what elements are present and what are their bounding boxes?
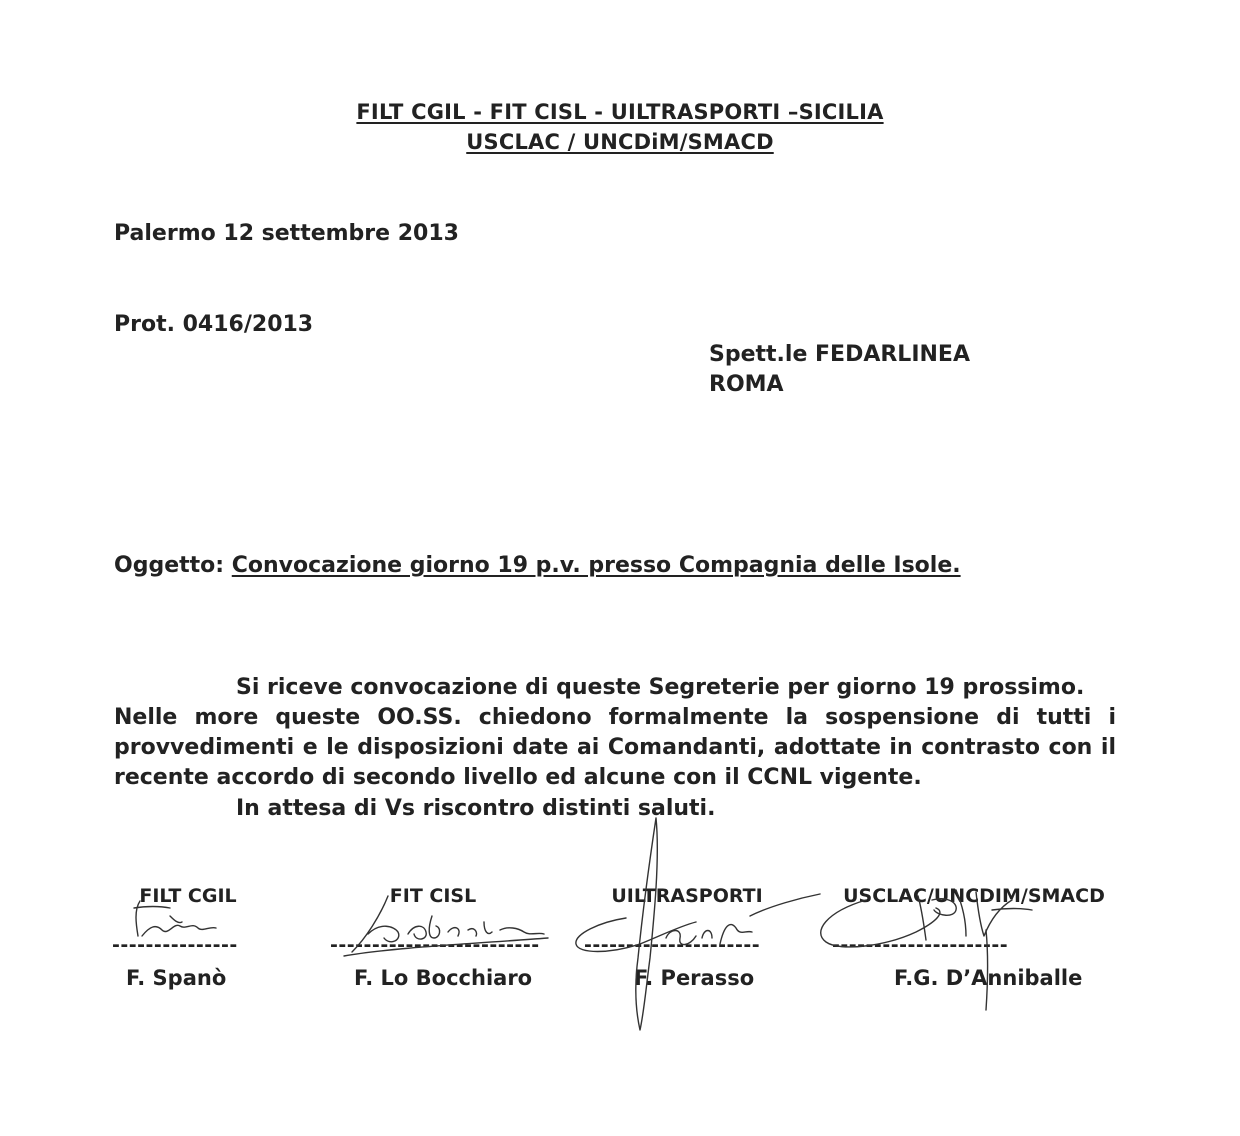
recipient-city: ROMA [709, 372, 784, 397]
subject-label: Oggetto: [114, 553, 225, 578]
closing-greeting: In attesa di Vs riscontro distinti saluti. [236, 796, 716, 821]
signature-line-filt-cgil: --------------- [112, 934, 238, 956]
signatory-org-filt-cgil: FILT CGIL [139, 885, 237, 907]
header-unions-line-2: USCLAC / UNCDiM/SMACD [466, 130, 774, 154]
place-date: Palermo 12 settembre 2013 [114, 221, 459, 246]
subject-line [114, 553, 961, 578]
signature-danniballe [806, 870, 1046, 1020]
signatory-name-danniballe: F.G. D’Anniballe [894, 966, 1083, 990]
body-paragraph-1-line-1: Si riceve convocazione di queste Segreterie per giorno 19 prossimo. [236, 675, 1085, 700]
signature-line-fit-cisl: ------------------------- [330, 934, 540, 956]
recipient-name: Spett.le FEDARLINEA [709, 342, 970, 367]
signatory-org-uiltrasporti: UILTRASPORTI [611, 885, 763, 907]
header-unions-line: FILT CGIL - FIT CISL - UILTRASPORTI –SICILIA [356, 100, 884, 124]
protocol-number: Prot. 0416/2013 [114, 312, 314, 337]
signature-lo-bocchiaro [328, 876, 558, 966]
subject-text: Convocazione giorno 19 p.v. presso Compagnia delle Isole. [231, 553, 961, 578]
body-paragraph-1-line-4: recente accordo di secondo livello ed alcune con il CCNL vigente. [114, 765, 922, 790]
signature-line-usclac: --------------------- [832, 934, 1009, 956]
signatory-name-perasso: F. Perasso [634, 966, 755, 990]
signature-perasso [570, 798, 820, 1038]
body-paragraph-1-line-3: provvedimenti e le disposizioni date ai Comandanti, adottate in contrasto con il [114, 735, 1116, 760]
signatory-name-spano: F. Spanò [126, 966, 227, 990]
signatory-org-fit-cisl: FIT CISL [389, 885, 477, 907]
body-paragraph-1-line-2: Nelle more queste OO.SS. chiedono formalmente la sospensione di tutti i [114, 705, 1116, 730]
signatory-org-usclac: USCLAC/UNCDIM/SMACD [843, 885, 1105, 907]
signature-line-uiltrasporti: --------------------- [584, 934, 761, 956]
signatory-name-lo-bocchiaro: F. Lo Bocchiaro [354, 966, 533, 990]
signature-spano [126, 896, 226, 966]
